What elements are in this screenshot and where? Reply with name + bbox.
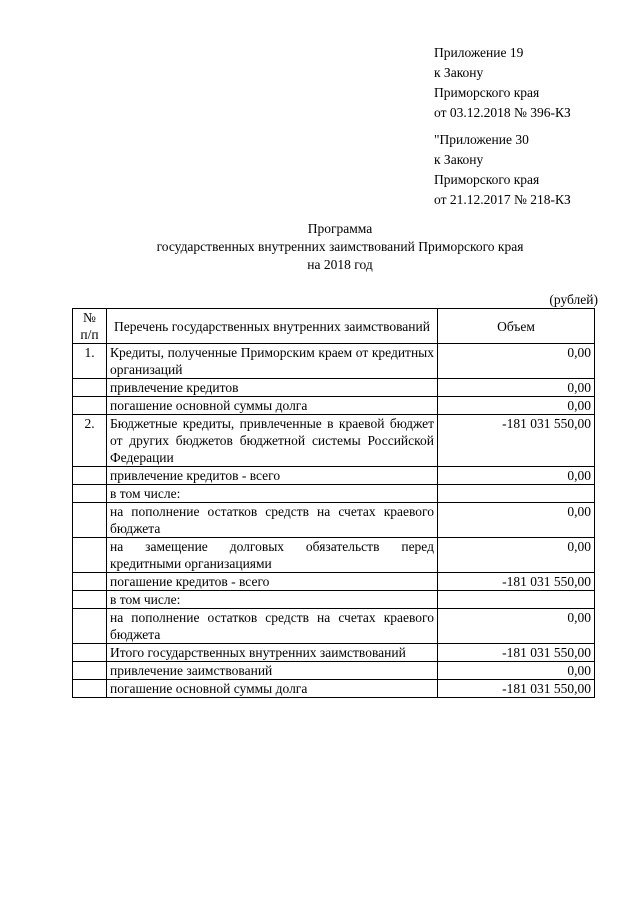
row-name: Итого государственных внутренних заимствований <box>107 644 438 662</box>
row-name: привлечение кредитов - всего <box>107 467 438 485</box>
row-num: 1. <box>73 344 107 379</box>
row-value: -181 031 550,00 <box>438 415 595 467</box>
row-num <box>73 573 107 591</box>
row-name: в том числе: <box>107 591 438 609</box>
table-row <box>73 415 595 467</box>
row-value: -181 031 550,00 <box>438 573 595 591</box>
table-row <box>73 644 595 662</box>
table-row <box>73 573 595 591</box>
row-name: на замещение долговых обязательств перед кредитными организациями <box>107 538 438 573</box>
row-name: Бюджетные кредиты, привлеченные в краевой бюджет от других бюджетов бюджетной системы Российской Федерации <box>107 415 438 467</box>
row-value: 0,00 <box>438 344 595 379</box>
row-value: 0,00 <box>438 397 595 415</box>
appendix-previous-line2: к Закону <box>434 152 484 167</box>
table-row <box>73 662 595 680</box>
row-num <box>73 467 107 485</box>
row-name: на пополнение остатков средств на счетах краевого бюджета <box>107 609 438 644</box>
row-num <box>73 591 107 609</box>
appendix-current-line1: Приложение 19 <box>434 45 524 60</box>
row-value: 0,00 <box>438 379 595 397</box>
row-name: погашение основной суммы долга <box>107 680 438 698</box>
row-value: 0,00 <box>438 662 595 680</box>
appendix-current-block <box>434 43 571 123</box>
header-value: Объем <box>438 309 595 344</box>
row-num <box>73 538 107 573</box>
appendix-previous-block <box>434 130 571 210</box>
table-header-row <box>73 309 595 344</box>
row-value: -181 031 550,00 <box>438 680 595 698</box>
appendix-current-line4: от 03.12.2018 № 396-КЗ <box>434 105 571 120</box>
row-name: привлечение кредитов <box>107 379 438 397</box>
header-num: № п/п <box>73 309 107 344</box>
appendix-previous-line1: "Приложение 30 <box>434 132 529 147</box>
appendix-previous-line4: от 21.12.2017 № 218-КЗ <box>434 192 571 207</box>
row-num <box>73 397 107 415</box>
table-row <box>73 467 595 485</box>
row-value: 0,00 <box>438 538 595 573</box>
table-row <box>73 680 595 698</box>
borrowing-program-table <box>72 308 595 698</box>
table-row <box>73 591 595 609</box>
document-title <box>0 220 640 274</box>
table-row <box>73 397 595 415</box>
table-row <box>73 485 595 503</box>
appendix-previous-line3: Приморского края <box>434 172 540 187</box>
row-name: на пополнение остатков средств на счетах краевого бюджета <box>107 503 438 538</box>
row-value <box>438 591 595 609</box>
row-name: погашение кредитов - всего <box>107 573 438 591</box>
row-value: 0,00 <box>438 503 595 538</box>
row-num: 2. <box>73 415 107 467</box>
row-value: 0,00 <box>438 609 595 644</box>
row-num <box>73 503 107 538</box>
table-row <box>73 503 595 538</box>
title-line1: Программа <box>307 221 373 236</box>
table-row <box>73 538 595 573</box>
unit-label: (рублей) <box>549 292 598 307</box>
appendix-current-line3: Приморского края <box>434 85 540 100</box>
row-num <box>73 680 107 698</box>
row-name: в том числе: <box>107 485 438 503</box>
header-name: Перечень государственных внутренних заимствований <box>107 309 438 344</box>
table-row <box>73 379 595 397</box>
appendix-current-line2: к Закону <box>434 65 484 80</box>
row-num <box>73 662 107 680</box>
title-line2: государственных внутренних заимствований Приморского края <box>156 239 524 254</box>
row-name: погашение основной суммы долга <box>107 397 438 415</box>
title-line3: на 2018 год <box>307 257 373 272</box>
row-value <box>438 485 595 503</box>
row-num <box>73 485 107 503</box>
table-row <box>73 344 595 379</box>
row-num <box>73 609 107 644</box>
row-name: Кредиты, полученные Приморским краем от кредитных организаций <box>107 344 438 379</box>
row-num <box>73 379 107 397</box>
table-row <box>73 609 595 644</box>
row-name: привлечение заимствований <box>107 662 438 680</box>
row-num <box>73 644 107 662</box>
row-value: -181 031 550,00 <box>438 644 595 662</box>
row-value: 0,00 <box>438 467 595 485</box>
